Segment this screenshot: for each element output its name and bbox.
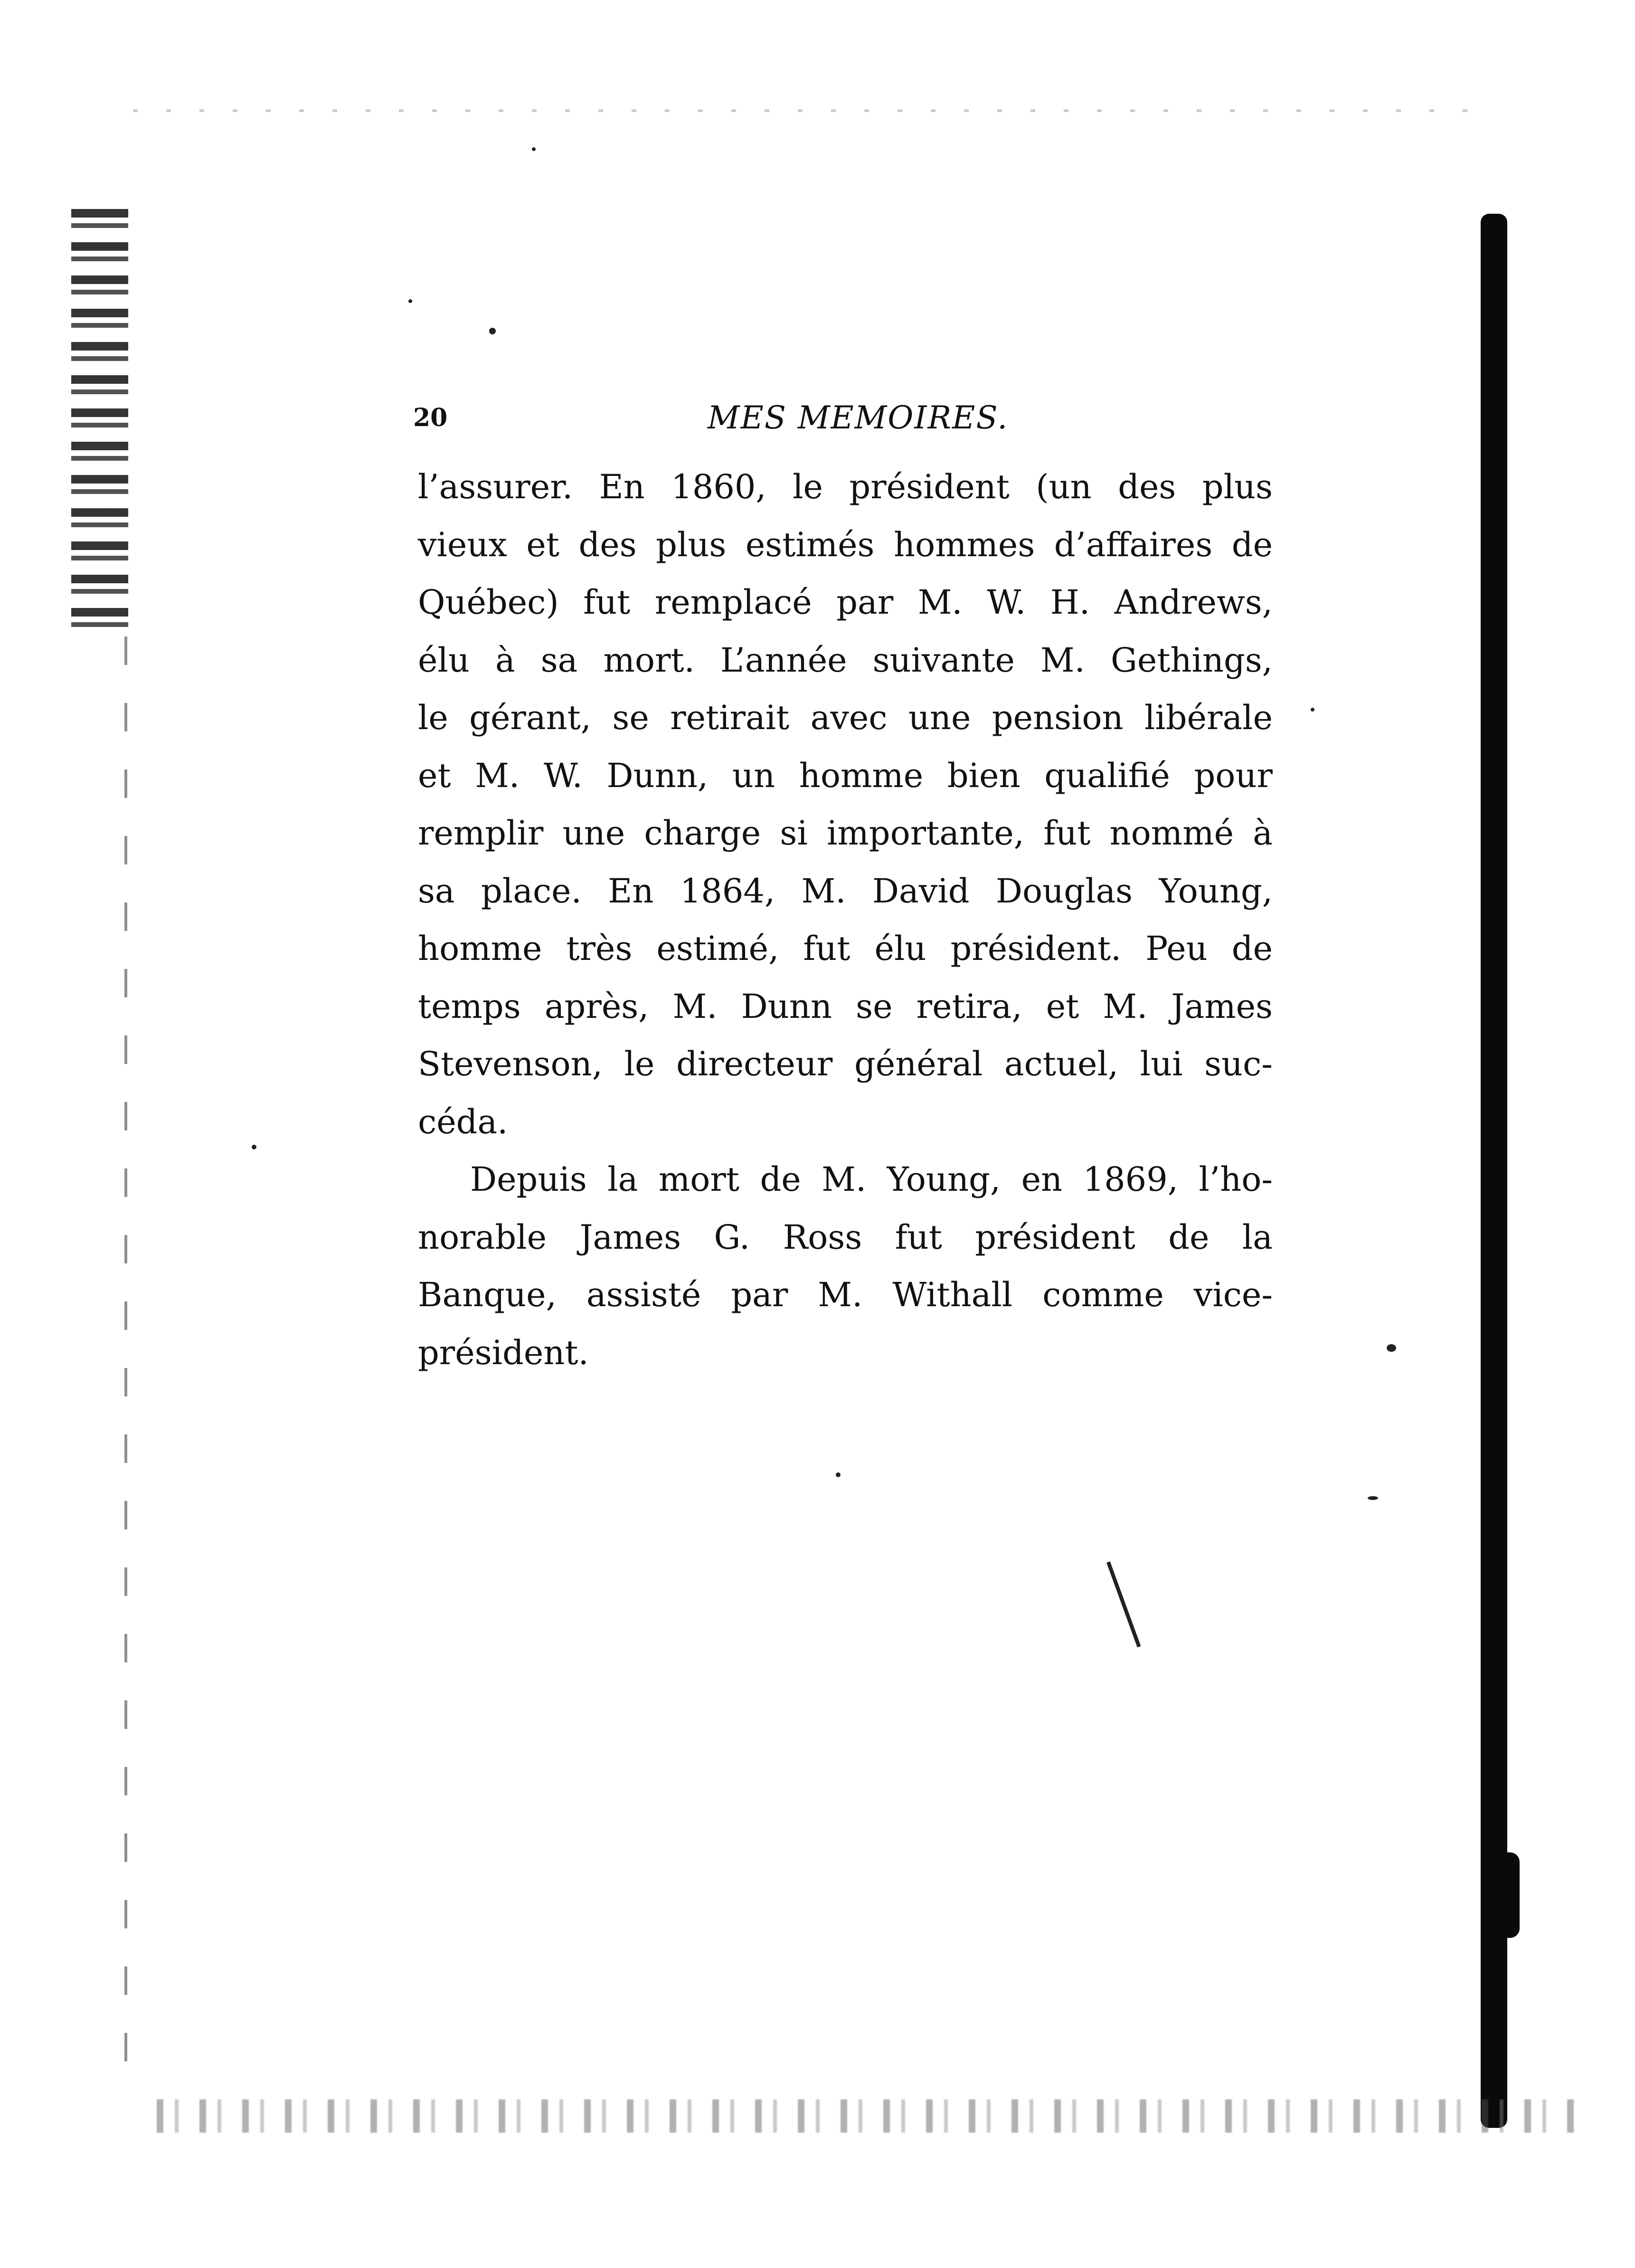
speck — [1387, 1344, 1396, 1352]
speck — [532, 147, 536, 151]
body-text — [418, 458, 1273, 1382]
text-line: temps après, M. Dunn se retira, et M. James — [418, 987, 1273, 1026]
text-line: homme très estimé, fut élu président. Peu de — [418, 929, 1273, 968]
text-line: et M. W. Dunn, un homme bien qualifié pour — [418, 756, 1273, 795]
page-number: 20 — [413, 403, 448, 432]
speck — [408, 299, 412, 303]
paragraph — [418, 458, 1273, 1151]
running-title: MES MEMOIRES. — [708, 399, 1009, 436]
text-line: sa place. En 1864, M. David Douglas Young, — [418, 871, 1273, 911]
paragraph — [418, 1151, 1273, 1382]
text-line: remplir une charge si importante, fut nommé à — [418, 814, 1273, 853]
binding-edge-lower — [124, 636, 127, 2061]
text-line: vieux et des plus estimés hommes d’affaires de — [418, 525, 1273, 564]
text-line: le gérant, se retirait avec une pension libérale — [418, 698, 1273, 737]
page-top-edge — [133, 109, 1486, 112]
text-line: norable James G. Ross fut président de la — [418, 1217, 1273, 1257]
page-bottom-edge — [157, 2099, 1581, 2133]
speck — [1311, 708, 1314, 712]
text-line: céda. — [418, 1102, 508, 1141]
speck — [489, 328, 496, 334]
text-line: président. — [418, 1333, 589, 1372]
speck — [1368, 1496, 1378, 1500]
text-line: Stevenson, le directeur général actuel, lui suc- — [418, 1044, 1273, 1083]
text-line: Québec) fut remplacé par M. W. H. Andrews, — [418, 583, 1273, 622]
text-line: l’assurer. En 1860, le président (un des plus — [418, 467, 1273, 506]
speck — [252, 1145, 256, 1149]
text-line: Depuis la mort de M. Young, en 1869, l’ho- — [470, 1160, 1273, 1199]
page-right-edge-notch — [1501, 1852, 1520, 1938]
text-line: Banque, assisté par M. Withall comme vice- — [418, 1275, 1273, 1314]
text-line: élu à sa mort. L’année suivante M. Gethings, — [418, 640, 1273, 680]
speck — [836, 1472, 841, 1477]
binding-edge — [71, 209, 128, 636]
page-right-edge — [1481, 214, 1507, 2128]
scratch-mark — [1106, 1561, 1141, 1647]
running-head — [413, 394, 1482, 442]
